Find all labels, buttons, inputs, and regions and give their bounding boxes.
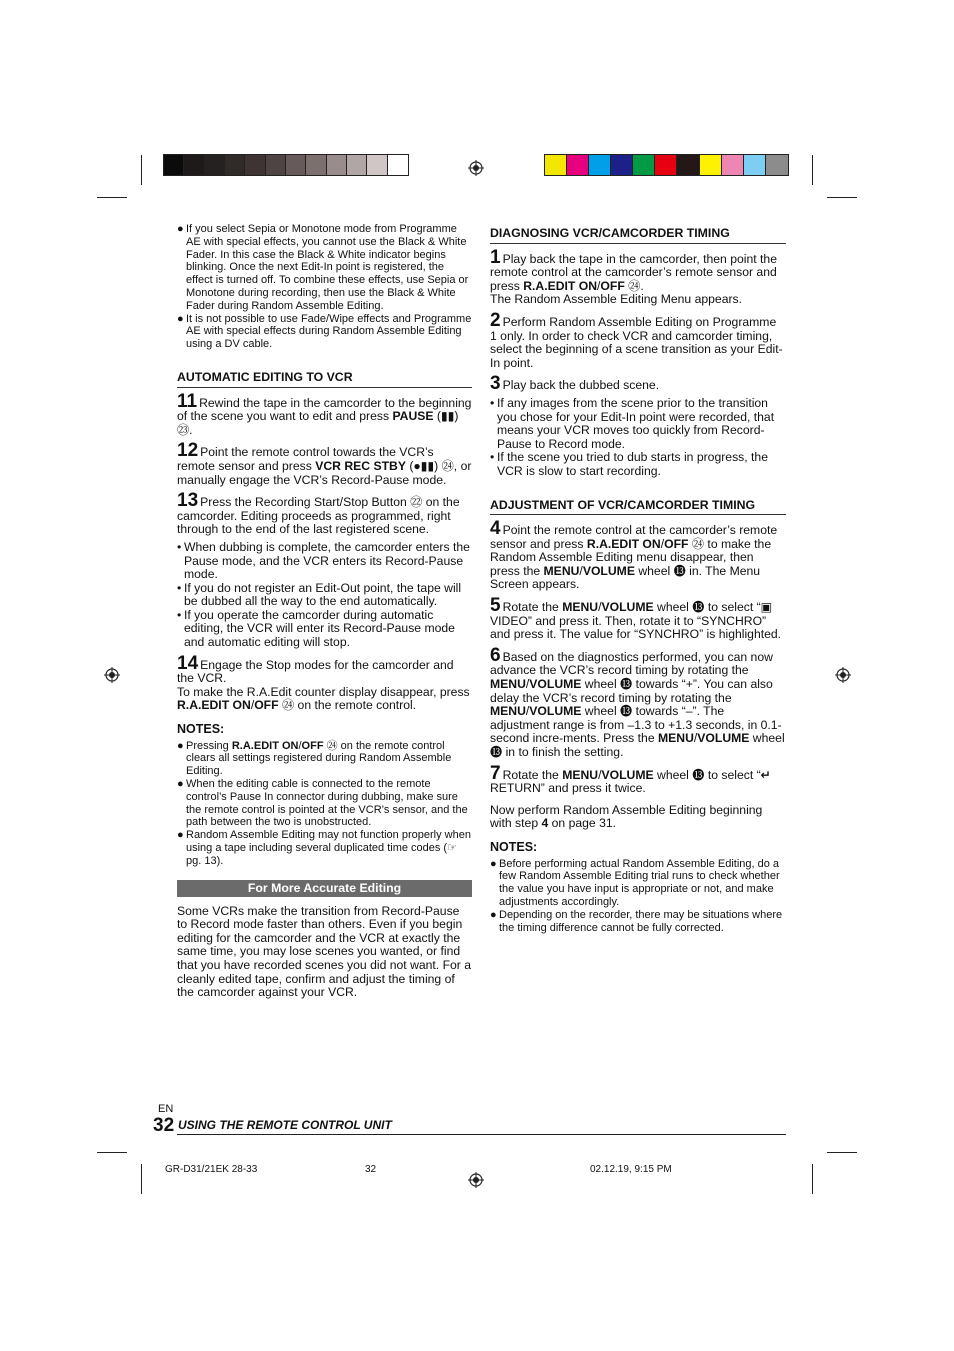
color-swatch [327, 155, 347, 175]
list-item: ● If you select Sepia or Monotone mode from Programme AE with special effects, you cannot use the Black & White Fader. In this case the Black & White indicator begins blinking. Once the next Edit-In point is registered, the effect is turned off. To combine these effects, use Sepia or Monotone during recording, then use the Black & White Fader during Random Assemble Editing. [177, 223, 469, 312]
color-swatch [306, 155, 326, 175]
crop-mark [827, 1152, 857, 1153]
registration-mark-icon [468, 160, 484, 176]
crop-mark [812, 155, 813, 185]
color-swatch [545, 155, 567, 175]
step-6: 6 Based on the diagnostics performed, you can now advance the VCR’s record timing by rotating the MENU/VOLUME wheel ⓭ towards “+”. You can also delay the VCR’s record timing by rotating the MENU/VOLUME wheel ⓭ towards “–”. The adjustment range is from –1.3 to +1.3 seconds, in 0.1-second incre-ments. Press the MENU/VOLUME wheel ⓭ in to finish the setting. [490, 644, 785, 759]
page-number: 32 [153, 1115, 175, 1136]
slug-date: 02.12.19, 9:15 PM [590, 1164, 672, 1175]
registration-mark-icon [468, 1172, 484, 1188]
language-code: EN [158, 1103, 174, 1115]
color-swatch [367, 155, 387, 175]
color-swatch [722, 155, 744, 175]
color-swatch [266, 155, 286, 175]
step-1: 1 Play back the tape in the camcorder, then point the remote control at the camcorder’s remote sensor and press R.A.EDIT ON/OFF ㉔. [490, 246, 777, 293]
color-swatch [388, 155, 408, 175]
color-swatch [744, 155, 766, 175]
left-column [177, 223, 472, 1000]
step-14: 14 Engage the Stop modes for the camcorder and the VCR. [177, 652, 454, 686]
crop-mark [141, 155, 142, 185]
step-11: 11 Rewind the tape in the camcorder to the beginning of the scene you want to edit and press PAUSE (▮▮) ㉓. [177, 390, 472, 437]
color-swatch [347, 155, 367, 175]
grayscale-color-bar [163, 154, 409, 176]
step-7: 7 Rotate the MENU/VOLUME wheel ⓭ to select “↵ RETURN” and press it twice. [490, 762, 771, 796]
intro-notes [177, 223, 472, 351]
list-item: ● Pressing R.A.EDIT ON/OFF ㉔ on the remote control clears all settings registered during Random Assemble Editing. [177, 739, 452, 778]
crop-mark [141, 1164, 142, 1194]
list-item: • If you do not register an Edit-Out point, the tape will be dubbed all the way to the end automatically. [177, 580, 462, 609]
color-swatch [164, 155, 184, 175]
list-item: ● When the editing cable is connected to the remote control’s Pause In connector during dubbing, make sure the remote control is pointed at the VCR’s sensor, and the path between the two is unobstructed. [177, 778, 468, 829]
right-column [490, 227, 786, 934]
notes-label: NOTES: [177, 722, 225, 737]
notes-label: NOTES: [490, 839, 538, 854]
crop-mark [827, 197, 857, 198]
crop-mark [812, 1164, 813, 1194]
section-title: USING THE REMOTE CONTROL UNIT [178, 1118, 392, 1132]
color-swatch [245, 155, 265, 175]
notes-list [490, 858, 786, 935]
crop-mark [97, 197, 127, 198]
registration-mark-icon [835, 667, 851, 683]
crop-mark [97, 1152, 127, 1153]
section-heading: DIAGNOSING VCR/CAMCORDER TIMING [490, 227, 786, 244]
list-item: • If any images from the scene prior to the transition you chose for your Edit-In point were recorded, that means your VCR moves too quickly from Record-Pause to Record mode. [490, 395, 775, 451]
step-13-notes [177, 541, 472, 650]
list-item: • When dubbing is complete, the camcorder enters the Pause mode, and the VCR enters its Record-Pause mode. [177, 539, 470, 582]
list-item: ● Random Assemble Editing may not function properly when using a tape including several duplicated time codes (☞ pg. 13). [177, 829, 471, 867]
slug-page: 32 [365, 1164, 377, 1175]
color-swatch [766, 155, 788, 175]
color-swatch [225, 155, 245, 175]
color-swatch [184, 155, 204, 175]
slug-file: GR-D31/21EK 28-33 [165, 1164, 258, 1175]
list-item: ● Before performing actual Random Assemble Editing, do a few Random Assemble Editing trial runs to check whether the value you have input is appropriate or not, and make adjustments accordingly. [490, 857, 780, 908]
list-item: • If you operate the camcorder during automatic editing, the VCR will enter its Record-Pause mode and automatic editing will stop. [177, 607, 455, 650]
final-instruction: Now perform Random Assemble Editing beginning with step 4 on page 31. [490, 802, 763, 831]
color-swatch [205, 155, 225, 175]
color-swatch [567, 155, 589, 175]
color-swatch [286, 155, 306, 175]
list-item: ● It is not possible to use Fade/Wipe effects and Programme AE with special effects during Random Assemble Editing using a DV cable. [177, 312, 472, 351]
step-12: 12 Point the remote control towards the VCR’s remote sensor and press VCR REC STBY (●▮▮) ㉔, or manually engage the VCR’s Record-Pause mode. [177, 440, 472, 487]
step-2: 2 Perform Random Assemble Editing on Programme 1 only. In order to check VCR and camcorder timing, select the beginning of a scene transition as your Edit-In point. [490, 309, 783, 370]
color-swatch [700, 155, 722, 175]
step-14-extra: To make the R.A.Edit counter display disappear, press R.A.EDIT ON/OFF ㉔ on the remote control. [177, 684, 470, 713]
list-item: • If the scene you tried to dub starts in progress, the VCR is slow to start recording. [490, 450, 768, 478]
list-item: ● Depending on the recorder, there may be situations where the timing difference cannot be fully corrected. [490, 908, 783, 934]
color-swatch [677, 155, 699, 175]
return-icon: ↵ [760, 767, 771, 782]
section-heading: ADJUSTMENT OF VCR/CAMCORDER TIMING [490, 499, 786, 516]
color-swatch [611, 155, 633, 175]
step-4: 4 Point the remote control at the camcorder’s remote sensor and press R.A.EDIT ON/OFF ㉔ to make the Random Assemble Editing menu disappear, then press the MENU/VOLUME wheel ⓭ in. The Menu Screen appears. [490, 518, 778, 592]
registration-mark-icon [104, 667, 120, 683]
notes-list [177, 740, 472, 868]
process-color-bar [544, 154, 789, 176]
footer-rule [177, 1134, 786, 1135]
color-swatch [589, 155, 611, 175]
section-heading: AUTOMATIC EDITING TO VCR [177, 371, 472, 388]
banner-body: Some VCRs make the transition from Record-Pause to Record mode faster than others. Even if you begin editing for the camcorder and the VCR at exactly the same time, you may lose scenes you wanted, or find that you have recorded scenes you did not want. For a cleanly edited tape, confirm and adjust the timing of the camcorder against your VCR. [177, 903, 472, 1000]
step-1-result: The Random Assemble Editing Menu appears. [490, 292, 743, 307]
step-3: 3 Play back the dubbed scene. [490, 373, 660, 395]
step-5: 5 Rotate the MENU/VOLUME wheel ⓭ to select “▣ VIDEO” and press it. Then, rotate it to “SYNCHRO” and press it. The value for “SYNCHRO” is highlighted. [490, 595, 782, 642]
color-swatch [633, 155, 655, 175]
step-13: 13 Press the Recording Start/Stop Button ㉒ on the camcorder. Editing proceeds as programmed, right through to the end of the last registered scene. [177, 490, 460, 537]
step-3-notes [490, 397, 786, 479]
color-swatch [655, 155, 677, 175]
video-tape-icon: ▣ [760, 600, 773, 615]
section-banner: For More Accurate Editing [177, 880, 472, 897]
